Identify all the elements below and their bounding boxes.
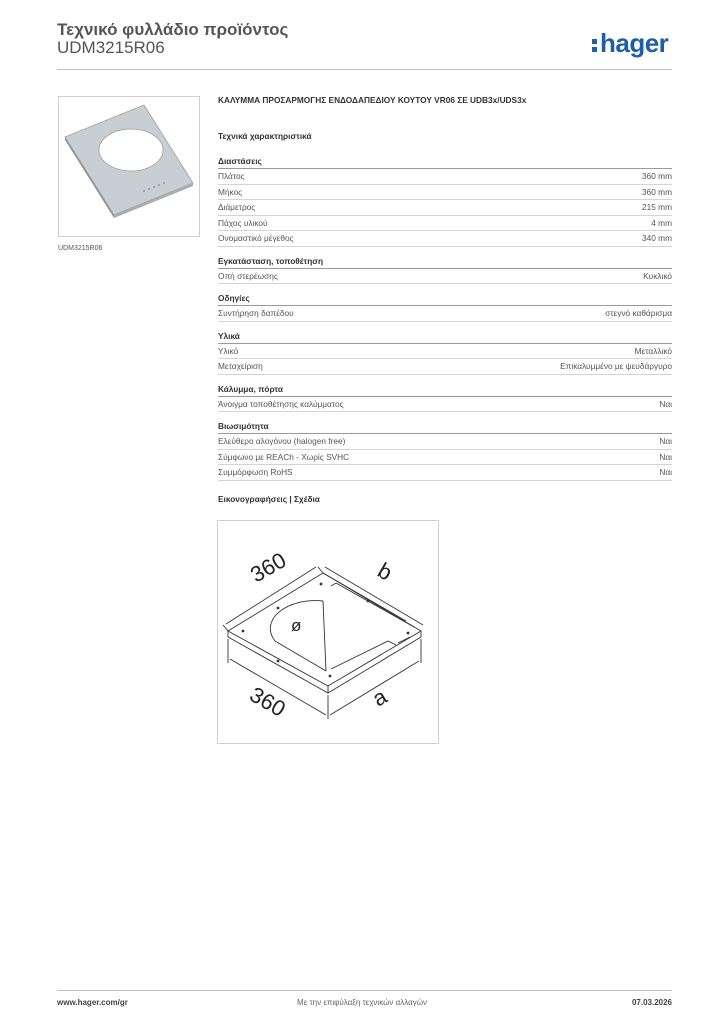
dim-b: b [373, 557, 397, 586]
spec-row [218, 169, 672, 185]
spec-label: Μεταχείριση [218, 361, 263, 371]
page-title: Τεχνικό φυλλάδιο προϊόντος [57, 20, 289, 39]
spec-row [218, 359, 672, 375]
spec-value: Ναι [659, 451, 672, 462]
section-heading: Βιωσιμότητα [218, 421, 672, 434]
footer-divider [57, 990, 672, 991]
spec-label: Οπή στερέωσης [218, 270, 278, 281]
section-dimensions [218, 156, 672, 247]
spec-label: Συντήρηση δαπέδου [218, 308, 294, 318]
spec-label: Μήκος [218, 186, 243, 197]
spec-row [218, 306, 672, 322]
spec-label: Συμμόρφωση RoHS [218, 467, 293, 477]
section-heading: Υλικά [218, 331, 672, 344]
spec-label: Άνοιγμα τοποθέτησης καλύμματος [218, 398, 344, 409]
spec-value: 4 mm [651, 217, 672, 228]
spec-value: 360 mm [642, 186, 672, 197]
spec-row [218, 216, 672, 232]
spec-row [218, 185, 672, 201]
spec-value: Κυκλικό [643, 270, 672, 281]
spec-value: 340 mm [642, 233, 672, 243]
spec-content [218, 95, 672, 504]
logo-dots-icon [592, 37, 598, 53]
spec-row [218, 344, 672, 360]
section-cover-door [218, 384, 672, 413]
spec-value: Ναι [659, 436, 672, 446]
spec-row [218, 434, 672, 450]
footer-date: 07.03.2026 [631, 998, 672, 1007]
technical-drawing [217, 520, 439, 744]
spec-value: Μεταλλικό [634, 345, 672, 356]
spec-label: Πλάτος [218, 171, 245, 181]
dim-diameter: ø [291, 616, 302, 635]
spec-value: στεγνό καθάρισμα [605, 308, 672, 318]
product-thumbnail [58, 96, 200, 237]
logo-text: hager [600, 28, 669, 58]
section-heading: Διαστάσεις [218, 156, 672, 169]
header-divider [57, 69, 672, 70]
dim-width-top: 360 [246, 547, 291, 588]
spec-row [218, 397, 672, 413]
section-materials [218, 331, 672, 375]
spec-label: Διάμετρος [218, 202, 256, 212]
dim-a: a [368, 683, 392, 712]
spec-row [218, 269, 672, 285]
spec-value: Επικαλυμμένο με ψευδάργυρο [560, 361, 672, 371]
spec-label: Σύμφωνο με REACh - Χωρίς SVHC [218, 451, 350, 462]
section-sustainability [218, 421, 672, 481]
footer-notice: Με την επιφύλαξη τεχνικών αλλαγών [297, 998, 427, 1007]
product-title: ΚΑΛΥΜΜΑ ΠΡΟΣΑΡΜΟΓΗΣ ΕΝΔΟΔΑΠΕΔΙΟΥ ΚΟΥΤΟΥ VR06 ΣΕ UDB3x/UDS3x [218, 95, 527, 105]
product-code: UDM3215R06 [57, 38, 165, 57]
spec-value: Ναι [659, 398, 672, 409]
spec-row [218, 450, 672, 466]
spec-label: Υλικό [218, 345, 239, 356]
spec-value: 360 mm [642, 171, 672, 181]
spec-label: Πάχος υλικού [218, 217, 268, 228]
section-heading: Εγκατάσταση, τοποθέτηση [218, 256, 672, 269]
hager-logo[interactable] [592, 28, 668, 59]
footer-url[interactable]: www.hager.com/gr [57, 998, 128, 1007]
spec-row [218, 465, 672, 481]
spec-value: 215 mm [642, 202, 672, 212]
spec-value: Ναι [659, 467, 672, 477]
section-heading: Οδηγίες [218, 293, 672, 306]
section-instructions [218, 293, 672, 322]
thumbnail-caption: UDM3215R06 [58, 245, 103, 252]
spec-label: Ελεύθερο αλογόνου (halogen free) [218, 436, 346, 446]
dim-width-bottom: 360 [245, 681, 290, 722]
spec-row [218, 200, 672, 216]
illustrations-heading: Εικονογραφήσεις | Σχέδια [218, 493, 320, 504]
section-installation [218, 256, 672, 285]
section-heading: Κάλυμμα, πόρτα [218, 384, 672, 397]
tech-heading: Τεχνικά χαρακτηριστικά [218, 131, 312, 141]
spec-row [218, 231, 672, 247]
spec-label: Ονομαστικό μέγεθος [218, 233, 294, 243]
